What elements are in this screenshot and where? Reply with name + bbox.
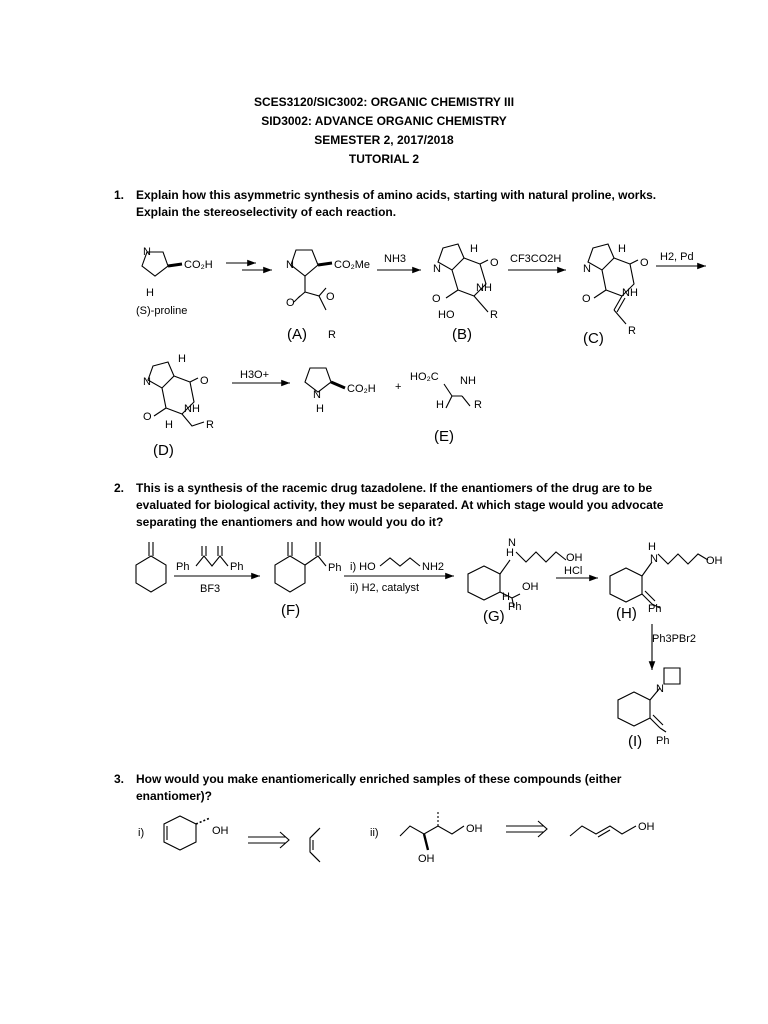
q3-ii-oh-label: OH xyxy=(466,823,483,835)
label-d: (D) xyxy=(153,442,174,459)
compound-d-h2-label: H xyxy=(165,419,173,431)
compound-b-ho-label: HO xyxy=(438,309,455,321)
compound-a-co2me-label: CO₂Me xyxy=(334,259,371,271)
butadiene-structure xyxy=(310,828,320,862)
question-2-line-2: evaluated for biological activity, they must be separated. At which stage would you advocate xyxy=(136,498,664,512)
compound-d-n-label: N xyxy=(143,376,151,388)
compound-g-ph-label: Ph xyxy=(508,601,522,613)
compound-c-o-label: O xyxy=(640,257,649,269)
compound-b-n-label: N xyxy=(433,263,441,275)
q3-ii-target-structure xyxy=(400,810,464,850)
compound-g-structure xyxy=(468,552,566,608)
retro-arrow-ii xyxy=(506,821,547,837)
reagent-nh3: NH3 xyxy=(384,253,407,265)
compound-h-oh-label: OH xyxy=(706,555,723,567)
proline-product-co2h-label: CO₂H xyxy=(347,383,376,395)
compound-c-structure xyxy=(588,244,638,324)
compound-c-nh-label: NH xyxy=(622,287,638,299)
q3-ii-oh2-label: OH xyxy=(418,853,435,865)
question-3-line-2: enantiomer)? xyxy=(136,789,213,803)
label-g: (G) xyxy=(483,608,505,625)
plus-sign: + xyxy=(395,381,402,393)
compound-c-r-label: R xyxy=(628,325,636,337)
proline-product-h-label: H xyxy=(316,403,324,415)
compound-b-h-label: H xyxy=(470,243,478,255)
reagent-ph3pbr2: Ph3PBr2 xyxy=(652,633,697,645)
compound-a-r-label: R xyxy=(328,329,336,341)
reagent-step-ii: ii) H2, catalyst xyxy=(350,582,420,594)
compound-b-r-label: R xyxy=(490,309,498,321)
reagent-h3o: H3O+ xyxy=(240,369,270,381)
pentenol-structure xyxy=(570,826,636,837)
question-1-number: 1. xyxy=(114,188,125,202)
compound-f-ph-label: Ph xyxy=(328,562,342,574)
reagent-hcl: HCl xyxy=(564,565,583,577)
compound-e-structure xyxy=(444,384,470,408)
aminopropanol-structure xyxy=(380,558,420,566)
label-a: (A) xyxy=(287,326,307,343)
compound-a-o-label: O xyxy=(286,297,295,309)
question-1-line-2: Explain the stereoselectivity of each reaction. xyxy=(136,205,397,219)
label-i: (I) xyxy=(628,733,643,750)
question-2-number: 2. xyxy=(114,481,125,495)
compound-f-structure xyxy=(275,542,326,592)
compound-a-o2-label: O xyxy=(326,291,335,303)
header-course-code: SCES3120/SIC3002: ORGANIC CHEMISTRY III xyxy=(253,95,515,109)
compound-g-h-label: H xyxy=(506,547,514,559)
compound-d-structure xyxy=(148,362,204,426)
compound-e-nh-label: NH xyxy=(460,375,476,387)
compound-d-h-label: H xyxy=(178,353,186,365)
header-tutorial: TUTORIAL 2 xyxy=(348,152,420,166)
compound-i-n-label: N xyxy=(656,683,664,695)
proline-n-label: N xyxy=(143,246,151,258)
proline-product-n-label: N xyxy=(313,389,321,401)
compound-i-structure xyxy=(618,668,680,732)
label-h: (H) xyxy=(616,605,637,622)
compound-b-structure xyxy=(438,244,488,312)
compound-h-n-label: N xyxy=(650,553,658,565)
reagent-step-i: i) HO xyxy=(350,561,376,573)
question-1-line-1: Explain how this asymmetric synthesis of amino acids, starting with natural proline, works. xyxy=(136,188,657,202)
question-2-line-3: separating the enantiomers and how would you do it? xyxy=(136,515,444,529)
label-e: (E) xyxy=(434,428,454,445)
reagent-cf3co2h: CF3CO2H xyxy=(510,253,562,265)
retro-arrow-i xyxy=(248,832,289,848)
reagent-bf3: BF3 xyxy=(200,583,221,595)
compound-c-n-label: N xyxy=(583,263,591,275)
label-f: (F) xyxy=(281,602,301,619)
compound-h-structure xyxy=(610,554,708,608)
q3-part-ii-label: ii) xyxy=(370,827,379,839)
proline-name-label: (S)-proline xyxy=(136,305,188,317)
label-b: (B) xyxy=(452,326,472,343)
question-3-number: 3. xyxy=(114,772,125,786)
compound-c-h-label: H xyxy=(618,243,626,255)
pentenol-oh-label: OH xyxy=(638,821,655,833)
compound-b-o-label: O xyxy=(490,257,499,269)
proline-h-label: H xyxy=(146,287,154,299)
compound-e-ho2c-label: HO₂C xyxy=(410,371,439,383)
compound-d-o-label: O xyxy=(200,375,209,387)
compound-d-nh-label: NH xyxy=(184,403,200,415)
compound-b-o2-label: O xyxy=(432,293,441,305)
compound-i-ph-label: Ph xyxy=(656,735,670,747)
compound-g-oh-label: OH xyxy=(566,552,583,564)
compound-g-n-label: N xyxy=(508,537,516,549)
benzoic-anhydride-structure xyxy=(196,546,228,566)
anhydride-ph-right: Ph xyxy=(230,561,244,573)
header-course-name: SID3002: ADVANCE ORGANIC CHEMISTRY xyxy=(261,114,507,128)
question-2-line-1: This is a synthesis of the racemic drug tazadolene. If the enantiomers of the drug are to be xyxy=(136,481,653,495)
compound-b-nh-label: NH xyxy=(476,282,492,294)
label-c: (C) xyxy=(583,330,604,347)
q3-i-oh-label: OH xyxy=(212,825,229,837)
compound-h-h-label: H xyxy=(648,541,656,553)
compound-a-n-label: N xyxy=(286,259,294,271)
compound-d-o2-label: O xyxy=(143,411,152,423)
compound-d-r-label: R xyxy=(206,419,214,431)
compound-g-oh2-label: OH xyxy=(522,581,539,593)
cyclohexanone-structure xyxy=(136,542,166,592)
proline-product-structure xyxy=(305,368,345,392)
compound-e-r-label: R xyxy=(474,399,482,411)
q3-i-target-structure xyxy=(164,816,210,850)
compound-g-h2-label: H xyxy=(502,591,510,603)
reagent-nh2: NH2 xyxy=(422,561,445,573)
compound-h-ph-label: Ph xyxy=(648,603,662,615)
header-semester: SEMESTER 2, 2017/2018 xyxy=(314,133,454,147)
compound-e-h-label: H xyxy=(436,399,444,411)
question-3-line-1: How would you make enantiomerically enriched samples of these compounds (either xyxy=(136,772,622,786)
anhydride-ph-left: Ph xyxy=(176,561,190,573)
q3-part-i-label: i) xyxy=(138,827,145,839)
proline-co2h-label: CO₂H xyxy=(184,259,213,271)
compound-c-o2-label: O xyxy=(582,293,591,305)
reagent-h2-pd: H2, Pd xyxy=(660,251,694,263)
